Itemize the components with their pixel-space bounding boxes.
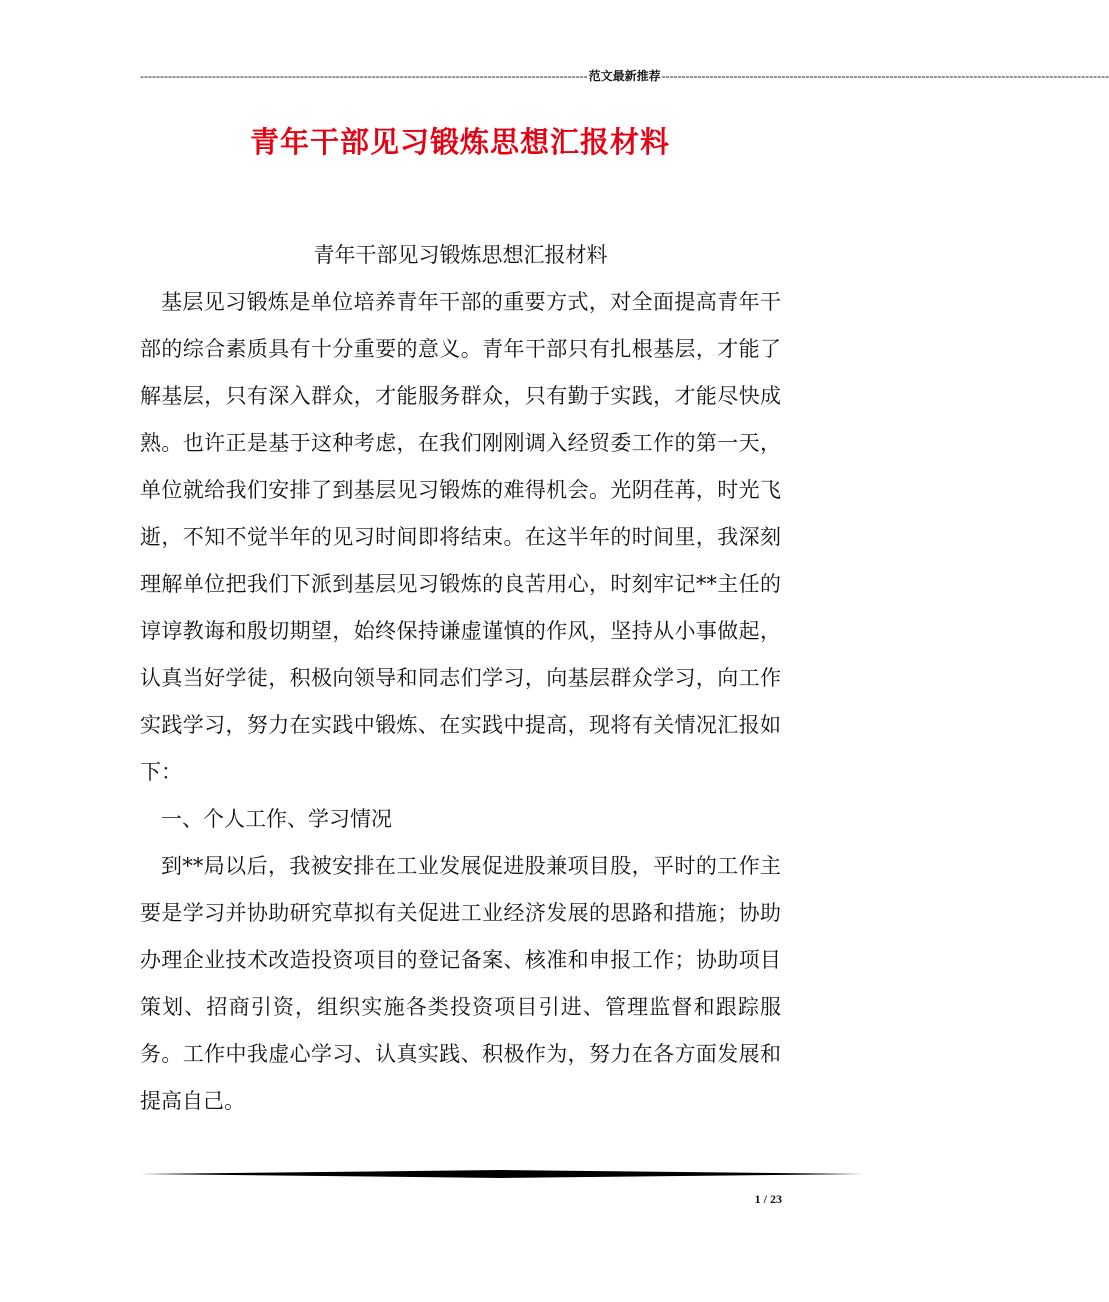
paragraph-work: 到**局以后，我被安排在工业发展促进股兼项目股，平时的工作主要是学习并协助研究草拟有关促进工业经济发展的思路和措施；协助办理企业技术改造投资项目的登记备案、核准和申报工作；协助项目策划、招商引资，组织实施各类投资项目引进、管理监督和跟踪服务。工作中我虚心学习、认真实践、积极作为，努力在各方面发展和提高自己。 (140, 854, 781, 1113)
document-title: 青年干部见习锻炼思想汇报材料 (249, 125, 670, 159)
paragraph-intro: 基层见习锻炼是单位培养青年干部的重要方式，对全面提高青年干部的综合素质具有十分重要的意义。青年干部只有扎根基层，才能了解基层，只有深入群众，才能服务群众，只有勤于实践，才能尽快成熟。也许正是基于这种考虑，在我们刚刚调入经贸委工作的第一天，单位就给我们安排了到基层见习锻炼的难得机会。光阴荏苒，时光飞逝，不知不觉半年的见习时间即将结束。在这半年的时间里，我深刻理解单位把我们下派到基层见习锻炼的良苦用心，时刻牢记**主任的谆谆教诲和殷切期望，始终保持谦虚谨慎的作风，坚持从小事做起，认真当好学徒，积极向领导和同志们学习，向基层群众学习，向工作实践学习，努力在实践中锻炼、在实践中提高，现将有关情况汇报如下： (140, 290, 781, 784)
document-subtitle: 青年干部见习锻炼思想汇报材料 (313, 243, 608, 267)
footer-rule (140, 1170, 864, 1178)
page-number: 1 / 23 (754, 1192, 782, 1206)
header-dashes-left: ---------------------------------------------------------------------------------------------------------------- (140, 69, 588, 83)
header-label: 范文最新推荐 (588, 69, 661, 83)
header-dashes-right: ---------------------------------------------------------------------------------------------------------------- (661, 69, 1109, 83)
page-header (140, 68, 1109, 84)
document-body (140, 232, 781, 1125)
section-heading: 一、个人工作、学习情况 (161, 807, 392, 831)
